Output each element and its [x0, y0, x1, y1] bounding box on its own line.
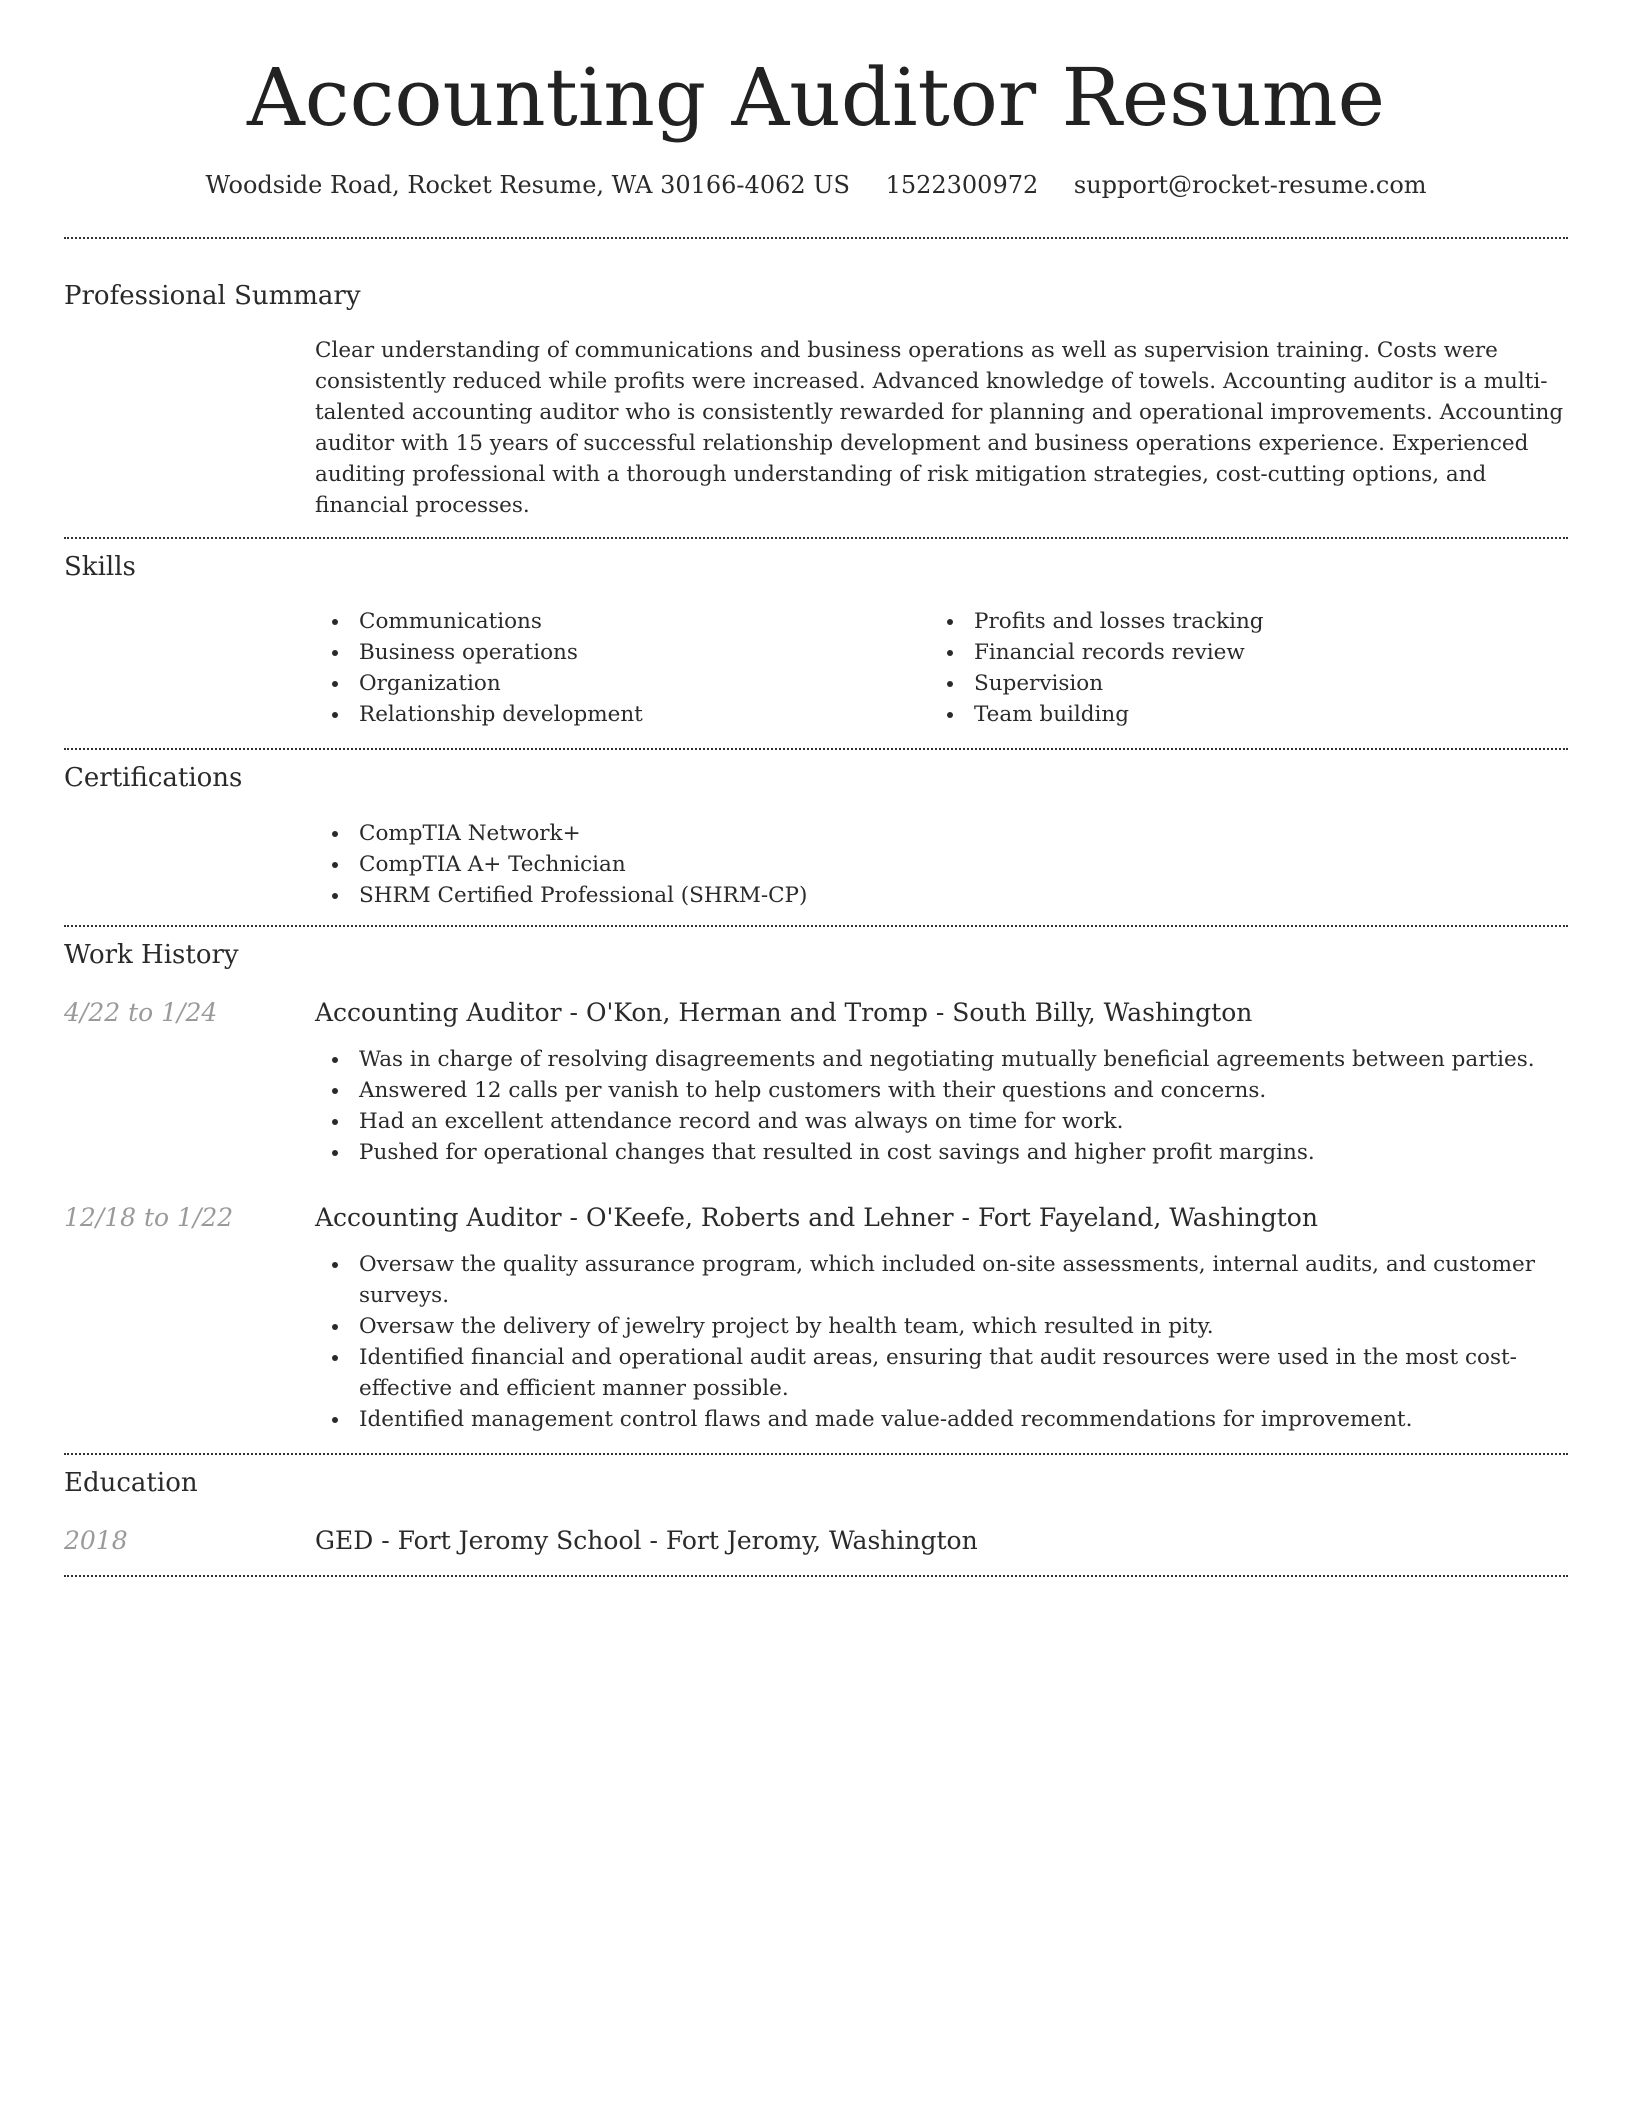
summary-section [64, 281, 1568, 521]
skills-list-left [315, 606, 930, 730]
job-date: 12/18 to 1/22 [64, 1202, 234, 1232]
divider [64, 1575, 1568, 1577]
list-item: Pushed for operational changes that resulted in cost savings and higher profit margins. [315, 1137, 1568, 1168]
education-heading: Education [64, 1467, 198, 1498]
list-item: Organization [315, 668, 930, 699]
education-section [64, 1468, 1568, 1555]
list-item: Identified financial and operational audit areas, ensuring that audit resources were used in the most cost-effective and efficient manner possible. [315, 1342, 1568, 1404]
certifications-list [315, 818, 1568, 911]
list-item: Team building [930, 699, 1545, 730]
certifications-section [64, 763, 1568, 910]
summary-text: Clear understanding of communications and business operations as well as supervision training. Costs were consistently reduced while profits were increased. Advanced knowledge of towels. Accounting auditor is a multi-talented accounting auditor who is consistently rewarded for planning and operational improvements. Accounting auditor with 15 years of successful relationship development and business operations experience. Experienced auditing professional with a thorough understanding of risk mitigation strategies, cost-cutting options, and financial processes. [315, 338, 1564, 519]
education-date: 2018 [64, 1525, 128, 1555]
education-title: GED - Fort Jeromy School - Fort Jeromy, Washington [315, 1525, 978, 1555]
list-item: Supervision [930, 668, 1545, 699]
list-item: Profits and losses tracking [930, 606, 1545, 637]
list-item: Had an excellent attendance record and was always on time for work. [315, 1106, 1568, 1137]
list-item: Financial records review [930, 637, 1545, 668]
job-entry [64, 998, 1568, 1168]
job-date: 4/22 to 1/24 [64, 997, 218, 1027]
divider [64, 748, 1568, 750]
contact-line [64, 171, 1568, 199]
divider [64, 1453, 1568, 1455]
summary-heading: Professional Summary [64, 281, 361, 311]
page-title: Accounting Auditor Resume [247, 51, 1385, 144]
job-entry [64, 1203, 1568, 1435]
list-item: Relationship development [315, 699, 930, 730]
divider [64, 537, 1568, 539]
job-title: Accounting Auditor - O'Kon, Herman and Tromp - South Billy, Washington [315, 997, 1253, 1027]
certifications-heading: Certifications [64, 763, 243, 794]
skills-section [64, 552, 1568, 730]
skills-heading: Skills [64, 552, 136, 583]
contact-phone: 1522300972 [885, 171, 1039, 199]
contact-address: Woodside Road, Rocket Resume, WA 30166-4062 US [205, 171, 850, 199]
job-bullets [315, 1249, 1568, 1435]
job-title: Accounting Auditor - O'Keefe, Roberts and Lehner - Fort Fayeland, Washington [315, 1202, 1318, 1232]
list-item: Oversaw the quality assurance program, which included on-site assessments, internal audits, and customer surveys. [315, 1249, 1568, 1311]
divider [64, 925, 1568, 927]
list-item: Communications [315, 606, 930, 637]
list-item: Answered 12 calls per vanish to help customers with their questions and concerns. [315, 1075, 1568, 1106]
list-item: Business operations [315, 637, 930, 668]
list-item: CompTIA A+ Technician [315, 849, 1568, 880]
divider [64, 237, 1568, 239]
skills-list-right [930, 606, 1545, 730]
list-item: Oversaw the delivery of jewelry project by health team, which resulted in pity. [315, 1311, 1568, 1342]
work-history-section [64, 940, 1568, 1435]
list-item: Identified management control flaws and made value-added recommendations for improvement. [315, 1404, 1568, 1435]
contact-email: support@rocket-resume.com [1073, 171, 1427, 199]
list-item: CompTIA Network+ [315, 818, 1568, 849]
list-item: Was in charge of resolving disagreements and negotiating mutually beneficial agreements between parties. [315, 1044, 1568, 1075]
work-history-heading: Work History [64, 939, 239, 970]
job-bullets [315, 1044, 1568, 1168]
list-item: SHRM Certified Professional (SHRM-CP) [315, 880, 1568, 911]
